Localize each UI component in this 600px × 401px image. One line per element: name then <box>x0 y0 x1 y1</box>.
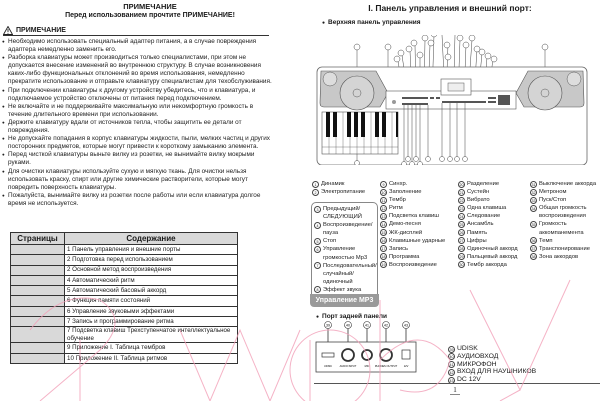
callout-number-icon: 13 <box>381 214 386 219</box>
legend-item <box>314 286 378 294</box>
precaution-item: ● Не включайте и не поддерживайте максимальную или некомфортную громкость в течение длительного времени при использовании. <box>3 103 273 119</box>
legend-label: Демо-песня <box>389 221 421 228</box>
precaution-item: ● Пожалуйста, вынимайте вилку из розетки после работы или если клавиатура долгое время не используется. <box>3 192 273 208</box>
legend-column-1-mp3 <box>314 205 378 294</box>
right-speaker <box>528 76 562 110</box>
legend-item <box>530 220 598 236</box>
callout-number-icon: 40 <box>449 355 454 360</box>
legend-label: Пуск/Стоп <box>539 197 567 204</box>
legend-label: Тембр аккорда <box>467 261 507 268</box>
legend-label: МИКРОФОН <box>457 360 497 368</box>
legend-label: Вибрато <box>467 197 490 204</box>
legend-label: Метроном <box>539 189 567 196</box>
legend-label: ВХОД ДЛЯ НАУШНИКОВ <box>457 368 537 376</box>
precaution-item: ● При подключении клавиатуры к другому устройству убедитесь, что и клавиатура, и подключаемое устройство отключены от питания перед подключением. <box>3 87 273 103</box>
legend-item <box>380 220 455 228</box>
callout-number-icon: 21 <box>459 190 464 195</box>
legend-label: Программа <box>389 253 420 260</box>
callout-number-icon: 18 <box>381 255 386 260</box>
legend-label: Последовательный/случайный/ одиночный <box>323 262 377 285</box>
warning-heading <box>3 26 269 36</box>
legend-item <box>458 245 528 253</box>
legend-item <box>380 245 455 253</box>
legend-label: АУДИОВХОД <box>457 352 499 360</box>
contents-body <box>11 245 238 364</box>
legend-item <box>530 188 598 196</box>
contents-item: 6 Управление звуковыми эффектами <box>65 306 238 316</box>
legend-item <box>314 262 378 286</box>
audio-input-jack-icon <box>342 349 354 361</box>
callout-number-icon: 9 <box>380 181 387 188</box>
precaution-item: ● Для очистки клавиатуры используйте сухую и мягкую ткань. Для очистки нельзя использовать краску, спирт или другие химические растворители, которые могут повредить поверхность клавиатуры. <box>3 168 273 192</box>
callout-number-icon: 22 <box>459 198 464 203</box>
keyboard-top-panel-diagram <box>300 35 600 165</box>
legend-column-2 <box>380 180 455 269</box>
callout-number-icon: 32 <box>531 190 536 195</box>
callout-number-icon: 43 <box>449 378 454 383</box>
legend-label: Запись <box>389 245 409 252</box>
rear-port-label: 12V <box>403 365 409 368</box>
rear-port-label: UDISK <box>324 365 332 368</box>
rear-callout-number: 39 <box>326 323 330 328</box>
legend-label: Память <box>467 229 488 236</box>
legend-label: Разделение <box>467 181 500 187</box>
legend-label: Стоп <box>323 238 337 245</box>
contents-row <box>11 306 238 316</box>
contents-item: 9 Приложение I. Таблица тембров <box>65 343 238 353</box>
rear-panel-heading <box>316 313 387 320</box>
callout-number-icon: 39 <box>449 347 454 352</box>
rear-callout-number: 43 <box>404 323 408 328</box>
legend-item <box>380 204 455 212</box>
legend-item <box>458 196 528 204</box>
callout-number-icon: 20 <box>459 182 464 187</box>
legend-label: DC 12V <box>457 376 481 384</box>
legend-item <box>530 237 598 245</box>
contents-page-cell <box>11 353 65 363</box>
legend-item <box>314 205 378 221</box>
callout-number-icon: 42 <box>449 371 454 376</box>
legend-label: Клавишные ударные <box>389 237 446 244</box>
callout-number-icon: 17 <box>381 247 386 252</box>
header-contents: Содержание <box>65 233 238 245</box>
legend-item <box>312 180 382 188</box>
legend-item <box>458 204 528 212</box>
contents-row <box>11 265 238 275</box>
contents-item: 7 Подсветка клавиш Трехступенчатое интеллектуальное обучение <box>65 327 238 343</box>
note-title: ПРИМЕЧАНИЕ <box>123 2 177 11</box>
legend-item <box>380 212 455 220</box>
legend-label: Тембр <box>389 197 406 204</box>
legend-label: Транспонирование <box>539 245 590 252</box>
callout-number-icon: 7 <box>314 262 321 269</box>
contents-item: 1 Панель управления и внешние порты <box>65 245 238 255</box>
rear-callout-number: 40 <box>346 323 350 328</box>
contents-page-cell <box>11 343 65 353</box>
legend-label: Ритм <box>389 205 403 212</box>
left-speaker <box>340 76 374 110</box>
contents-page-cell <box>11 296 65 306</box>
legend-item <box>380 237 455 245</box>
contents-row <box>11 245 238 255</box>
rear-port-label: MIC <box>364 365 370 368</box>
contents-item: 2 Основной метод воспроизведения <box>65 265 238 275</box>
legend-label: Предыдущий/ СЛЕДУЮЩИЙ <box>323 206 362 221</box>
legend-item <box>458 261 528 269</box>
callout-number-icon: 12 <box>381 206 386 211</box>
contents-row <box>11 343 238 353</box>
legend-label: UDISK <box>457 345 478 352</box>
callout-number-icon: 6 <box>314 246 321 253</box>
callout-markers <box>354 35 548 62</box>
contents-row <box>11 286 238 296</box>
callout-number-icon: 33 <box>531 198 536 203</box>
legend-item <box>380 180 455 188</box>
callout-number-icon: 29 <box>459 255 464 260</box>
legend-item <box>530 253 598 261</box>
contents-page-cell <box>11 265 65 275</box>
contents-row <box>11 275 238 285</box>
legend-label: Заполнение <box>389 189 422 196</box>
legend-item <box>530 196 598 204</box>
bullet-dot: ● <box>322 20 326 26</box>
callout-number-icon: 31 <box>531 182 536 187</box>
callout-number-icon: 41 <box>449 363 454 368</box>
legend-item <box>448 361 536 369</box>
callout-number-icon: 25 <box>459 222 464 227</box>
precaution-item: ● Не допускайте попадания в корпус клавиатуры жидкости, пыли, мелких частиц и других посторонних предметов, которые могут привести к короткому замыканию элемента. <box>3 135 273 151</box>
top-panel-heading <box>322 19 421 26</box>
callout-number-icon: 35 <box>531 222 536 227</box>
precaution-item: ● Разборка клавиатуры может производиться только специалистами, при этом не допускается внесение изменений во внутреннюю структуру. В случае возникновения каких-либо функциональных отклонений во время использования, немедленно прекратите использование и отправьте клавиатуру специалистам для техобслуживания. <box>3 54 273 86</box>
legend-item <box>380 253 455 261</box>
bullet-dot: ● <box>316 314 320 320</box>
legend-item <box>380 188 455 196</box>
contents-page-cell <box>11 245 65 255</box>
legend-label: Управление громкостью Mp3 <box>323 246 368 261</box>
legend-label: Цифры <box>467 237 487 244</box>
contents-row <box>11 353 238 363</box>
precaution-item: ● Перед чисткой клавиатуры выньте вилку из розетки, не вынимайте вилку мокрыми руками. <box>3 151 273 167</box>
legend-label: Темп <box>539 237 553 244</box>
contents-page-cell <box>11 275 65 285</box>
contents-page-cell <box>11 255 65 265</box>
contents-page-cell <box>11 317 65 327</box>
legend-column-4 <box>530 180 598 261</box>
legend-item <box>458 220 528 228</box>
legend-label: Общая громкость воспроизведения <box>539 205 587 220</box>
legend-label: Выключение аккорда <box>539 181 597 187</box>
right-page <box>300 0 600 401</box>
callout-number-icon: 3 <box>314 206 321 213</box>
callout-number-icon: 4 <box>314 222 321 229</box>
legend-item <box>530 245 598 253</box>
callout-number-icon: 1 <box>312 181 319 188</box>
callout-number-icon: 11 <box>381 198 386 203</box>
legend-label: Одна клавиша <box>467 205 507 212</box>
legend-item <box>530 204 598 220</box>
callout-number-icon: 14 <box>381 222 386 227</box>
callout-number-icon: 28 <box>459 247 464 252</box>
legend-label: Эффект звука <box>323 286 362 293</box>
legend-label: Громкость аккомпанемента <box>539 221 584 236</box>
callout-number-icon: 27 <box>459 239 464 244</box>
legend-item <box>448 345 536 353</box>
contents-row <box>11 327 238 343</box>
contents-page-cell <box>11 327 65 343</box>
legend-item <box>380 261 455 269</box>
legend-label: Следование <box>467 213 501 220</box>
precaution-item: ● Необходимо использовать специальный адаптер питания, а в случае повреждения адаптера немедленно заменить его. <box>3 38 273 54</box>
rear-panel-diagram <box>314 320 434 380</box>
contents-item: 7 Запись и программирование ритма <box>65 317 238 327</box>
contents-item: 2 Подготовка перед использованием <box>65 255 238 265</box>
mp3-control-label: Управление MP3 <box>310 294 379 307</box>
legend-item <box>458 253 528 261</box>
legend-item <box>458 237 528 245</box>
legend-item <box>314 237 378 245</box>
legend-column-3 <box>458 180 528 269</box>
callout-number-icon: 15 <box>381 231 386 236</box>
note-subtitle: Перед использованием прочтите ПРИМЕЧАНИЕ! <box>65 12 235 19</box>
callout-number-icon: 24 <box>459 214 464 219</box>
callout-number-icon: 5 <box>314 238 321 245</box>
legend-item <box>448 368 536 376</box>
contents-header-row <box>11 233 238 245</box>
usb-port-icon <box>322 353 334 357</box>
contents-item: 6 Функция памяти состояний <box>65 296 238 306</box>
legend-item <box>314 245 378 261</box>
callout-number-icon: 34 <box>531 206 536 211</box>
piano-keys <box>322 112 398 154</box>
contents-item: 5 Автоматический басовый аккорд <box>65 286 238 296</box>
page-divider <box>314 383 600 384</box>
precautions-list <box>3 38 273 208</box>
callout-number-icon: 30 <box>459 263 464 268</box>
page-number: 1 <box>450 386 460 395</box>
legend-label: Одиночный аккорд <box>467 245 518 252</box>
contents-page-cell <box>11 306 65 316</box>
top-panel-heading-text: Верхняя панель управления <box>328 19 421 26</box>
dc-power-jack-icon <box>402 350 410 359</box>
legend-item <box>314 221 378 237</box>
legend-label: Зона аккордов <box>539 253 579 260</box>
precaution-item: ● Держите клавиатуру вдали от источников тепла, чтобы защитить ее детали от повреждения. <box>3 119 273 135</box>
callout-number-icon: 38 <box>531 255 536 260</box>
legend-item <box>458 212 528 220</box>
contents-item: 4 Автоматический ритм <box>65 275 238 285</box>
warning-heading-text: ПРИМЕЧАНИЕ <box>16 27 66 34</box>
legend-item <box>380 196 455 204</box>
legend-label: Сустейн <box>467 189 490 196</box>
rear-panel-heading-text: Порт задней панели <box>322 313 387 320</box>
legend-item <box>380 229 455 237</box>
legend-item <box>458 180 528 188</box>
callout-number-icon: 19 <box>381 263 386 268</box>
contents-row <box>11 255 238 265</box>
legend-label: Подсветка клавиш <box>389 213 439 220</box>
rear-ports-legend <box>448 345 536 384</box>
mic-jack-icon <box>362 350 372 360</box>
contents-page-cell <box>11 286 65 296</box>
section-title: I. Панель управления и внешний порт: <box>368 3 532 13</box>
contents-row <box>11 296 238 306</box>
rear-callout-number: 42 <box>384 323 388 328</box>
legend-column-1-top <box>312 180 382 196</box>
legend-item <box>312 188 382 196</box>
callout-number-icon: 2 <box>312 189 319 196</box>
callout-number-icon: 16 <box>381 239 386 244</box>
legend-label: Синхр. <box>389 181 408 187</box>
header-pages: Страницы <box>11 233 65 245</box>
rear-port-label: PHONES OUTPUT <box>374 365 398 368</box>
headphone-jack-icon <box>380 349 392 361</box>
legend-label: Ансамбль <box>467 221 494 228</box>
legend-item <box>458 188 528 196</box>
callout-number-icon: 8 <box>314 286 321 293</box>
legend-label: ЖК-дисплей <box>389 229 423 236</box>
legend-label: Электропитание <box>321 189 366 196</box>
warning-triangle-icon <box>3 26 13 35</box>
callout-number-icon: 37 <box>531 247 536 252</box>
legend-item <box>458 229 528 237</box>
callout-number-icon: 10 <box>381 190 386 195</box>
legend-item <box>448 353 536 361</box>
contents-item: 10 Приложение II. Таблица ритмов <box>65 353 238 363</box>
legend-label: Воспроизведение <box>389 261 437 268</box>
legend-label: Пальцевый аккорд <box>467 253 518 260</box>
legend-label: Воспроизведение/пауза <box>323 222 373 237</box>
rear-callout-number: 41 <box>365 323 369 328</box>
rear-port-label: AUDIO INPUT <box>339 365 357 368</box>
legend-item <box>530 180 598 188</box>
legend-label: Динамик <box>321 181 345 187</box>
contents-row <box>11 317 238 327</box>
callout-number-icon: 36 <box>531 239 536 244</box>
callout-number-icon: 26 <box>459 231 464 236</box>
contents-table <box>10 232 238 364</box>
callout-number-icon: 23 <box>459 206 464 211</box>
